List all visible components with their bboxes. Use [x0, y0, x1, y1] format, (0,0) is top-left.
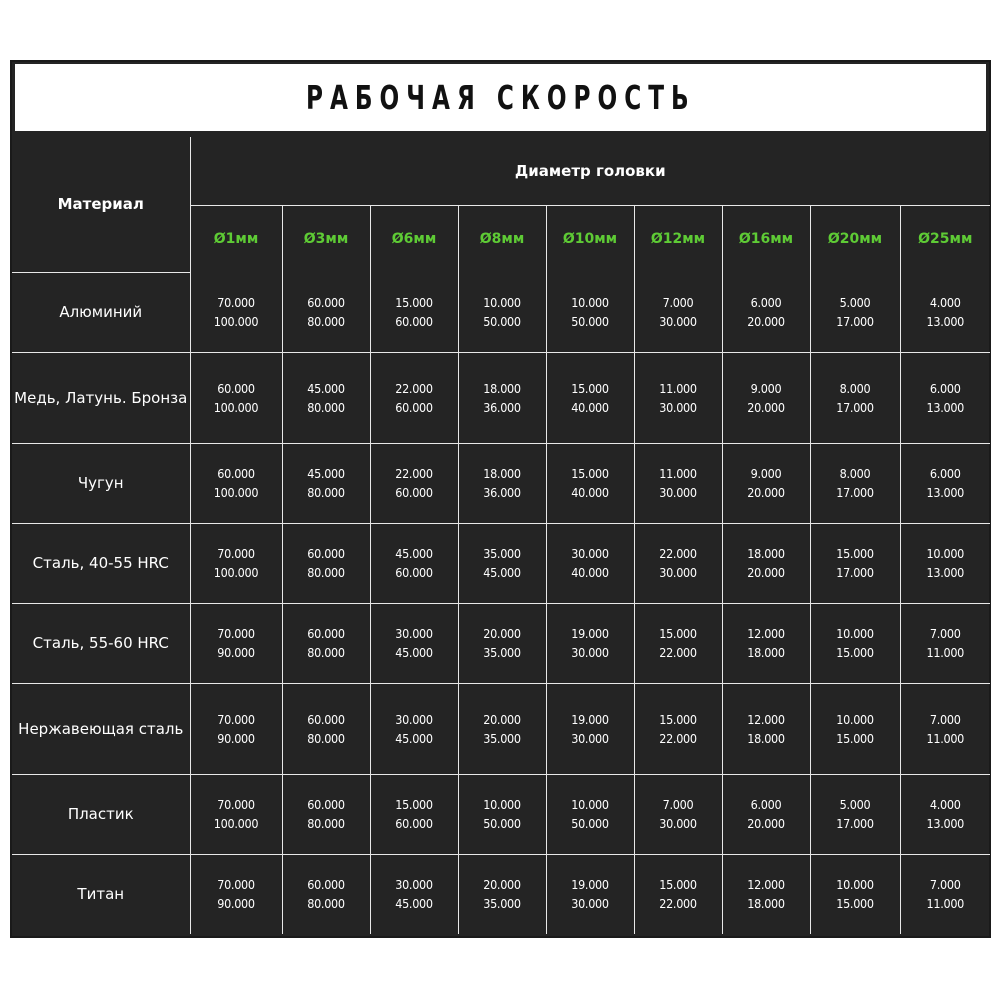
speed-cell	[900, 774, 990, 854]
material-cell: Сталь, 40-55 HRC	[12, 523, 190, 603]
material-cell: Пластик	[12, 774, 190, 854]
speed-min-value: 15.000	[395, 797, 433, 812]
speed-max-value: 36.000	[483, 485, 521, 500]
speed-max-value: 45.000	[395, 730, 433, 746]
table-row	[12, 443, 990, 523]
speed-max-value: 80.000	[307, 485, 345, 500]
speed-table-panel	[10, 60, 991, 938]
speed-max-value: 18.000	[747, 730, 785, 746]
page-title: РАБОЧАЯ СКОРОСТЬ	[305, 78, 696, 117]
speed-cell	[722, 352, 810, 443]
speed-max-value: 100.000	[213, 399, 259, 415]
speed-min-value: 60.000	[217, 466, 255, 481]
speed-cell	[546, 523, 634, 603]
speed-min-value: 10.000	[836, 626, 874, 641]
speed-max-value: 13.000	[926, 565, 965, 580]
speed-cell	[370, 603, 458, 683]
speed-min-value: 7.000	[929, 877, 961, 893]
speed-cell	[458, 352, 546, 443]
speed-cell	[370, 523, 458, 603]
speed-min-value: 12.000	[747, 626, 785, 641]
speed-max-value: 20.000	[747, 313, 785, 329]
speed-cell	[634, 854, 722, 934]
speed-max-value: 13.000	[926, 816, 965, 831]
speed-min-value: 15.000	[571, 380, 609, 396]
speed-max-value: 11.000	[926, 645, 965, 660]
speed-cell	[900, 603, 990, 683]
speed-min-value: 60.000	[307, 626, 345, 641]
speed-cell	[458, 683, 546, 774]
table-row	[12, 352, 990, 443]
speed-cell	[282, 523, 370, 603]
speed-cell	[634, 603, 722, 683]
speed-min-value: 70.000	[217, 294, 255, 310]
speed-min-value: 20.000	[483, 877, 521, 893]
speed-cell	[900, 272, 990, 352]
table-row	[12, 854, 990, 934]
speed-min-value: 15.000	[659, 626, 697, 641]
speed-min-value: 60.000	[307, 294, 345, 310]
speed-min-value: 7.000	[929, 711, 961, 727]
speed-max-value: 17.000	[836, 485, 874, 500]
speed-max-value: 80.000	[307, 645, 345, 660]
speed-cell	[900, 683, 990, 774]
speed-cell	[546, 443, 634, 523]
speed-min-value: 60.000	[307, 546, 345, 561]
speed-min-value: 70.000	[217, 797, 255, 812]
speed-min-value: 10.000	[571, 294, 609, 310]
speed-min-value: 60.000	[307, 711, 345, 727]
speed-max-value: 45.000	[395, 645, 433, 660]
speed-min-value: 30.000	[395, 877, 433, 893]
speed-cell	[458, 523, 546, 603]
speed-cell	[282, 352, 370, 443]
speed-max-value: 35.000	[483, 645, 521, 660]
speed-cell	[634, 683, 722, 774]
speed-max-value: 40.000	[571, 399, 609, 415]
speed-max-value: 50.000	[571, 816, 609, 831]
speed-max-value: 15.000	[836, 645, 874, 660]
speed-cell	[282, 683, 370, 774]
speed-cell	[458, 774, 546, 854]
speed-cell	[810, 603, 900, 683]
speed-max-value: 11.000	[926, 730, 965, 746]
material-cell: Медь, Латунь. Бронза	[12, 352, 190, 443]
speed-max-value: 20.000	[747, 399, 785, 415]
speed-max-value: 50.000	[483, 313, 521, 329]
speed-min-value: 45.000	[307, 466, 345, 481]
speed-cell	[722, 603, 810, 683]
speed-max-value: 20.000	[747, 485, 785, 500]
speed-min-value: 35.000	[483, 546, 521, 561]
speed-min-value: 10.000	[926, 546, 965, 561]
speed-min-value: 45.000	[395, 546, 433, 561]
speed-cell	[282, 774, 370, 854]
column-header-material: Материал	[12, 137, 190, 272]
speed-cell	[546, 683, 634, 774]
speed-max-value: 90.000	[217, 896, 255, 912]
speed-max-value: 100.000	[213, 565, 259, 580]
speed-cell	[634, 272, 722, 352]
speed-cell	[370, 352, 458, 443]
speed-min-value: 18.000	[483, 466, 521, 481]
speed-max-value: 80.000	[307, 896, 345, 912]
speed-cell	[190, 352, 282, 443]
material-cell: Нержавеющая сталь	[12, 683, 190, 774]
column-header-size: Ø25мм	[900, 205, 990, 272]
speed-max-value: 18.000	[747, 896, 785, 912]
column-header-size: Ø6мм	[370, 205, 458, 272]
speed-cell	[190, 603, 282, 683]
speed-min-value: 10.000	[571, 797, 609, 812]
speed-max-value: 13.000	[926, 485, 965, 500]
speed-cell	[546, 603, 634, 683]
speed-table	[12, 137, 990, 934]
column-header-diameter: Диаметр головки	[190, 137, 990, 205]
speed-max-value: 30.000	[659, 399, 697, 415]
table-row	[12, 603, 990, 683]
table-body	[12, 272, 990, 934]
speed-min-value: 45.000	[307, 380, 345, 396]
speed-cell	[900, 523, 990, 603]
speed-max-value: 35.000	[483, 730, 521, 746]
speed-min-value: 22.000	[395, 380, 433, 396]
speed-cell	[634, 774, 722, 854]
speed-min-value: 18.000	[747, 546, 785, 561]
speed-cell	[722, 443, 810, 523]
speed-max-value: 15.000	[836, 896, 874, 912]
speed-cell	[722, 523, 810, 603]
speed-max-value: 20.000	[747, 565, 785, 580]
speed-max-value: 30.000	[571, 645, 609, 660]
speed-max-value: 45.000	[395, 896, 433, 912]
speed-cell	[546, 272, 634, 352]
speed-min-value: 7.000	[662, 797, 694, 812]
speed-max-value: 100.000	[213, 485, 259, 500]
speed-min-value: 9.000	[750, 380, 782, 396]
speed-min-value: 30.000	[395, 626, 433, 641]
speed-min-value: 60.000	[307, 797, 345, 812]
speed-max-value: 22.000	[659, 896, 697, 912]
speed-max-value: 60.000	[395, 399, 433, 415]
speed-cell	[370, 683, 458, 774]
speed-cell	[282, 272, 370, 352]
speed-min-value: 15.000	[836, 546, 874, 561]
material-cell: Алюминий	[12, 272, 190, 352]
speed-cell	[546, 774, 634, 854]
speed-cell	[370, 272, 458, 352]
speed-cell	[282, 603, 370, 683]
speed-max-value: 60.000	[395, 485, 433, 500]
speed-max-value: 11.000	[926, 896, 965, 912]
speed-max-value: 17.000	[836, 399, 874, 415]
speed-max-value: 30.000	[571, 730, 609, 746]
speed-cell	[722, 683, 810, 774]
speed-max-value: 18.000	[747, 645, 785, 660]
material-cell: Сталь, 55-60 HRC	[12, 603, 190, 683]
speed-min-value: 4.000	[929, 797, 961, 812]
speed-cell	[282, 443, 370, 523]
speed-cell	[810, 443, 900, 523]
speed-max-value: 22.000	[659, 645, 697, 660]
speed-max-value: 22.000	[659, 730, 697, 746]
speed-max-value: 13.000	[926, 313, 965, 329]
speed-cell	[810, 523, 900, 603]
speed-max-value: 80.000	[307, 565, 345, 580]
speed-min-value: 19.000	[571, 626, 609, 641]
table-row	[12, 683, 990, 774]
speed-min-value: 11.000	[659, 380, 697, 396]
speed-cell	[458, 272, 546, 352]
speed-max-value: 40.000	[571, 565, 609, 580]
speed-min-value: 22.000	[395, 466, 433, 481]
speed-min-value: 19.000	[571, 877, 609, 893]
speed-cell	[370, 774, 458, 854]
speed-min-value: 15.000	[395, 294, 433, 310]
speed-min-value: 12.000	[747, 877, 785, 893]
speed-max-value: 50.000	[483, 816, 521, 831]
speed-cell	[370, 854, 458, 934]
speed-max-value: 45.000	[483, 565, 521, 580]
speed-cell	[810, 854, 900, 934]
speed-min-value: 5.000	[839, 797, 871, 812]
speed-min-value: 11.000	[659, 466, 697, 481]
column-header-size: Ø16мм	[722, 205, 810, 272]
speed-min-value: 20.000	[483, 711, 521, 727]
speed-min-value: 10.000	[483, 797, 521, 812]
speed-max-value: 17.000	[836, 565, 874, 580]
speed-max-value: 60.000	[395, 565, 433, 580]
speed-min-value: 19.000	[571, 711, 609, 727]
speed-max-value: 80.000	[307, 313, 345, 329]
speed-cell	[282, 854, 370, 934]
speed-min-value: 70.000	[217, 626, 255, 641]
speed-max-value: 30.000	[571, 896, 609, 912]
table-row	[12, 774, 990, 854]
speed-max-value: 30.000	[659, 565, 697, 580]
speed-cell	[190, 523, 282, 603]
speed-cell	[458, 443, 546, 523]
column-header-size: Ø12мм	[634, 205, 722, 272]
speed-cell	[634, 352, 722, 443]
material-cell: Титан	[12, 854, 190, 934]
speed-min-value: 15.000	[571, 466, 609, 481]
table-row	[12, 272, 990, 352]
speed-cell	[190, 443, 282, 523]
speed-min-value: 18.000	[483, 380, 521, 396]
speed-max-value: 35.000	[483, 896, 521, 912]
speed-min-value: 12.000	[747, 711, 785, 727]
speed-cell	[634, 523, 722, 603]
column-header-size: Ø3мм	[282, 205, 370, 272]
speed-cell	[900, 352, 990, 443]
speed-min-value: 10.000	[836, 711, 874, 727]
speed-min-value: 15.000	[659, 877, 697, 893]
speed-max-value: 80.000	[307, 730, 345, 746]
speed-max-value: 60.000	[395, 313, 433, 329]
speed-max-value: 80.000	[307, 816, 345, 831]
speed-min-value: 60.000	[307, 877, 345, 893]
speed-min-value: 22.000	[659, 546, 697, 561]
speed-cell	[810, 272, 900, 352]
speed-cell	[190, 272, 282, 352]
speed-cell	[810, 352, 900, 443]
speed-min-value: 70.000	[217, 711, 255, 727]
title-bar	[15, 64, 986, 131]
speed-min-value: 70.000	[217, 877, 255, 893]
speed-cell	[190, 854, 282, 934]
speed-cell	[458, 854, 546, 934]
speed-cell	[546, 352, 634, 443]
speed-max-value: 15.000	[836, 730, 874, 746]
column-header-size: Ø10мм	[546, 205, 634, 272]
speed-max-value: 20.000	[747, 816, 785, 831]
speed-min-value: 7.000	[929, 626, 961, 641]
speed-max-value: 30.000	[659, 816, 697, 831]
speed-max-value: 17.000	[836, 313, 874, 329]
speed-cell	[810, 774, 900, 854]
speed-cell	[546, 854, 634, 934]
column-header-size: Ø20мм	[810, 205, 900, 272]
speed-max-value: 30.000	[659, 485, 697, 500]
speed-cell	[370, 443, 458, 523]
speed-min-value: 4.000	[929, 294, 961, 310]
speed-max-value: 40.000	[571, 485, 609, 500]
speed-min-value: 9.000	[750, 466, 782, 481]
speed-cell	[722, 272, 810, 352]
speed-min-value: 5.000	[839, 294, 871, 310]
speed-min-value: 7.000	[662, 294, 694, 310]
speed-max-value: 90.000	[217, 730, 255, 746]
speed-max-value: 90.000	[217, 645, 255, 660]
column-header-size: Ø1мм	[190, 205, 282, 272]
speed-max-value: 13.000	[926, 399, 965, 415]
speed-min-value: 10.000	[483, 294, 521, 310]
speed-max-value: 100.000	[213, 313, 259, 329]
speed-min-value: 20.000	[483, 626, 521, 641]
speed-max-value: 17.000	[836, 816, 874, 831]
speed-cell	[634, 443, 722, 523]
speed-min-value: 30.000	[571, 546, 609, 561]
speed-max-value: 36.000	[483, 399, 521, 415]
speed-cell	[900, 443, 990, 523]
speed-cell	[722, 774, 810, 854]
speed-cell	[900, 854, 990, 934]
speed-min-value: 70.000	[217, 546, 255, 561]
speed-cell	[190, 774, 282, 854]
speed-min-value: 6.000	[929, 466, 961, 481]
speed-cell	[190, 683, 282, 774]
speed-max-value: 50.000	[571, 313, 609, 329]
speed-max-value: 60.000	[395, 816, 433, 831]
speed-min-value: 6.000	[750, 294, 782, 310]
column-header-size: Ø8мм	[458, 205, 546, 272]
speed-min-value: 30.000	[395, 711, 433, 727]
speed-min-value: 15.000	[659, 711, 697, 727]
speed-min-value: 10.000	[836, 877, 874, 893]
speed-min-value: 6.000	[929, 380, 961, 396]
speed-cell	[458, 603, 546, 683]
table-row	[12, 523, 990, 603]
material-cell: Чугун	[12, 443, 190, 523]
speed-max-value: 30.000	[659, 313, 697, 329]
speed-min-value: 8.000	[839, 466, 871, 481]
speed-max-value: 100.000	[213, 816, 259, 831]
speed-cell	[722, 854, 810, 934]
speed-max-value: 80.000	[307, 399, 345, 415]
speed-min-value: 6.000	[750, 797, 782, 812]
speed-min-value: 60.000	[217, 380, 255, 396]
speed-cell	[810, 683, 900, 774]
speed-min-value: 8.000	[839, 380, 871, 396]
